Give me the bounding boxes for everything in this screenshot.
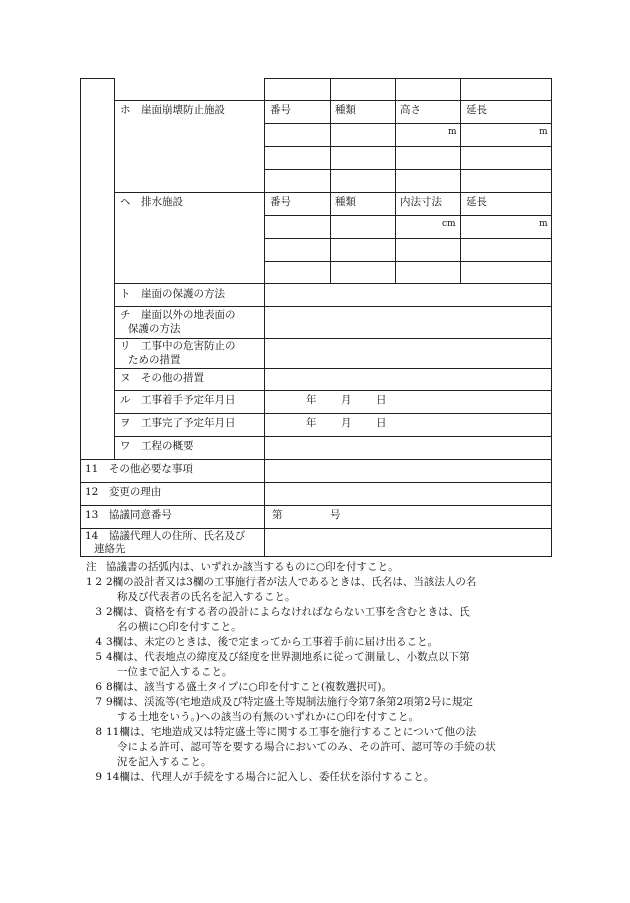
- s13-label: 13 協議同意番号: [85, 509, 172, 521]
- note-number: 9: [95, 771, 102, 783]
- note-9: [86, 770, 556, 785]
- note-text: する土地をいう。)への該当の有無のいずれかに○印を付すこと。: [117, 711, 420, 723]
- he-col-number: 番号: [270, 196, 291, 208]
- rule: [551, 78, 552, 557]
- ho-label: ホ 崖面崩壊防止施設: [120, 104, 225, 116]
- wo-year: 年: [306, 417, 317, 429]
- ho-col-height: 高さ: [400, 104, 421, 116]
- note-text: 名の横に○印を付すこと。: [117, 621, 242, 633]
- to-label: ト 崖面の保護の方法: [120, 288, 225, 300]
- rule: [264, 146, 552, 147]
- rule: [80, 459, 552, 460]
- wa-label: ワ 工程の概要: [120, 440, 194, 452]
- rule: [114, 283, 552, 284]
- note-number: 注1: [86, 561, 97, 588]
- chi-label-line2: 保護の方法: [128, 323, 181, 335]
- note-text: 協議書の括弧内は、いずれか該当するものに○印を付すこと。: [106, 561, 399, 573]
- rule: [114, 338, 552, 339]
- note-7: [86, 695, 556, 725]
- note-5: [86, 650, 556, 680]
- rule: [264, 78, 552, 79]
- construction-details-form: [80, 78, 552, 556]
- note-2: [86, 575, 556, 605]
- rule: [330, 78, 331, 284]
- rule: [80, 482, 552, 483]
- note-text: 14欄は、代理人が手続をする場合に記入し、委任状を添付すること。: [106, 771, 435, 783]
- note-text: 令による許可、認可等を要する場合においてのみ、その許可、認可等の手続の状: [117, 741, 496, 753]
- rule: [395, 78, 396, 284]
- rule: [114, 413, 552, 414]
- he-length-unit: m: [539, 219, 548, 229]
- notes-section: [86, 560, 556, 785]
- s13-go: 号: [330, 509, 341, 521]
- rule: [80, 78, 81, 557]
- note-text: 2欄は、資格を有する者の設計によらなければならない工事を含むときは、氏: [106, 606, 470, 618]
- rule: [114, 192, 552, 193]
- nu-label: ヌ その他の措置: [120, 372, 204, 384]
- ho-col-length: 延長: [466, 104, 487, 116]
- rule: [114, 78, 115, 459]
- rule: [80, 528, 552, 529]
- rule: [114, 368, 552, 369]
- he-col-length: 延長: [466, 196, 487, 208]
- rule: [264, 78, 265, 557]
- ru-label: ル 工事着手予定年月日: [120, 394, 236, 406]
- note-text: 3欄は、未定のときは、後で定まってから工事着手前に届け出ること。: [106, 636, 439, 648]
- he-col-inner-size: 内法寸法: [400, 196, 442, 208]
- rule: [264, 169, 552, 170]
- rule: [114, 436, 552, 437]
- s14-label-line1: 14 協議代理人の住所、氏名及び: [85, 530, 246, 542]
- rule: [114, 390, 552, 391]
- he-col-type: 種類: [335, 196, 356, 208]
- rule: [80, 556, 552, 557]
- ri-label-line2: ための措置: [128, 354, 181, 366]
- note-text: 8欄は、該当する盛土タイプに○印を付すこと(複数選択可)。: [106, 681, 393, 693]
- rule: [114, 306, 552, 307]
- rule: [114, 100, 552, 101]
- note-3: [86, 605, 556, 635]
- ru-year: 年: [306, 394, 317, 406]
- note-text: 称及び代表者の氏名を記入すること。: [117, 591, 296, 603]
- note-4: [86, 635, 556, 650]
- rule: [264, 238, 552, 239]
- s13-dai: 第: [272, 509, 283, 521]
- note-text: 4欄は、代表地点の緯度及び経度を世界測地系に従って測量し、小数点以下第: [106, 651, 470, 663]
- s14-label-line2: 連絡先: [94, 543, 126, 555]
- note-number: 6: [95, 681, 102, 693]
- ho-col-type: 種類: [335, 104, 356, 116]
- rule: [264, 261, 552, 262]
- rule: [264, 123, 552, 124]
- wo-label: ヲ 工事完了予定年月日: [120, 417, 236, 429]
- note-number: 8: [95, 726, 102, 738]
- ru-month: 月: [341, 394, 352, 406]
- s12-label: 12 変更の理由: [85, 486, 162, 498]
- ho-length-unit: m: [539, 127, 548, 137]
- he-size-unit: cm: [442, 219, 456, 229]
- note-number: 3: [95, 606, 102, 618]
- he-label: ヘ 排水施設: [120, 196, 183, 208]
- wo-day: 日: [376, 417, 387, 429]
- chi-label-line1: チ 崖面以外の地表面の: [120, 309, 236, 321]
- note-number: 5: [95, 651, 102, 663]
- note-6: [86, 680, 556, 695]
- wo-month: 月: [341, 417, 352, 429]
- ho-height-unit: m: [448, 127, 457, 137]
- ru-day: 日: [376, 394, 387, 406]
- note-text: 況を記入すること。: [117, 756, 212, 768]
- note-text: 一位まで記入すること。: [117, 666, 233, 678]
- ri-label-line1: リ 工事中の危害防止の: [120, 340, 236, 352]
- ho-col-number: 番号: [270, 104, 291, 116]
- note-text: 11欄は、宅地造成又は特定盛土等に関する工事を施行することについて他の法: [106, 726, 477, 738]
- rule: [80, 505, 552, 506]
- note-8: [86, 725, 556, 770]
- note-number: 4: [95, 636, 102, 648]
- note-number: 7: [95, 696, 102, 708]
- rule: [80, 78, 114, 79]
- rule: [264, 215, 552, 216]
- rule: [460, 78, 461, 284]
- note-number: 2: [95, 576, 102, 588]
- note-text: 9欄は、渓流等(宅地造成及び特定盛土等規制法施行令第7条第2項第2号に規定: [106, 696, 473, 708]
- note-text: 2欄の設計者又は3欄の工事施行者が法人であるときは、氏名は、当該法人の名: [106, 576, 477, 588]
- s11-label: 11 その他必要な事項: [85, 463, 193, 475]
